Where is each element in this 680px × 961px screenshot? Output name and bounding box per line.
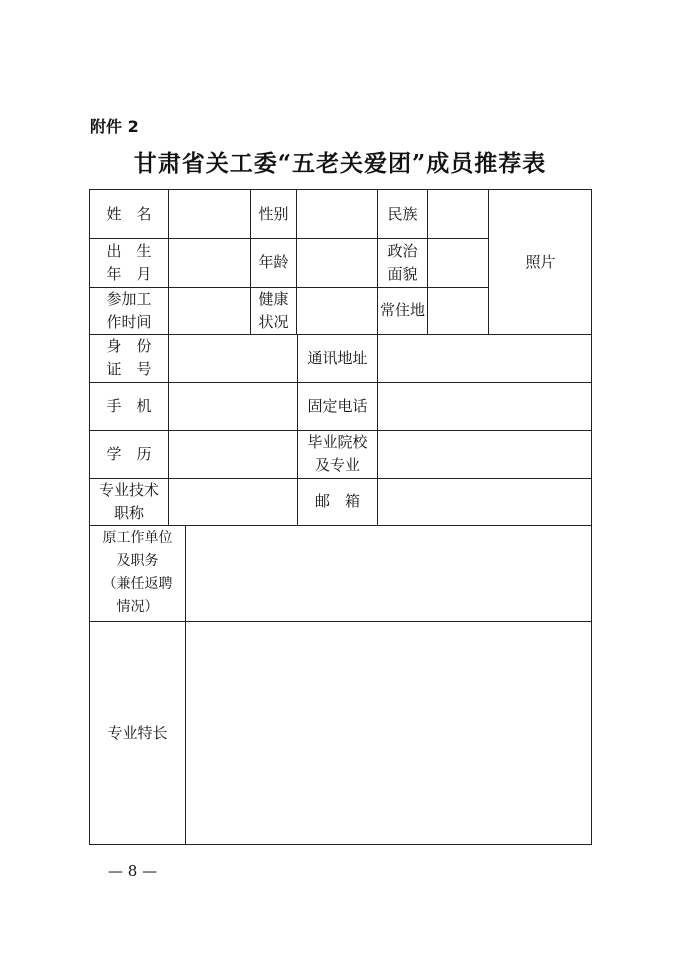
specialty-field[interactable] xyxy=(186,621,592,845)
technical-title-field[interactable] xyxy=(169,478,297,525)
landline-field[interactable] xyxy=(378,382,592,430)
mobile-label: 手 机 xyxy=(106,396,152,415)
page-number: — 8 — xyxy=(108,862,158,880)
school-major-field[interactable] xyxy=(378,430,592,478)
education-label: 学 历 xyxy=(106,444,152,463)
age-field[interactable] xyxy=(297,238,377,287)
name-field[interactable] xyxy=(169,190,250,238)
page-title: 甘肃省关工委“五老关爱团”成员推荐表 xyxy=(133,150,547,177)
work-start-field[interactable] xyxy=(169,287,250,334)
political-field[interactable] xyxy=(428,238,488,287)
education-field[interactable] xyxy=(169,430,297,478)
address-label: 通讯地址 xyxy=(307,348,368,367)
health-field[interactable] xyxy=(297,287,377,334)
address-field[interactable] xyxy=(378,334,592,382)
specialty-label: 专业特长 xyxy=(107,723,168,742)
gender-field[interactable] xyxy=(297,190,377,238)
attachment-label: 附件 2 xyxy=(90,117,139,136)
gender-label: 性别 xyxy=(258,204,289,223)
birth-field[interactable] xyxy=(169,238,250,287)
work-start-label: 参加工 作时间 xyxy=(106,289,152,331)
health-label: 健康 状况 xyxy=(258,289,289,331)
technical-title-label: 专业技术 职称 xyxy=(98,480,159,522)
age-label: 年龄 xyxy=(258,253,289,271)
residence-field[interactable] xyxy=(428,287,488,334)
mobile-field[interactable] xyxy=(169,382,297,430)
ethnicity-field[interactable] xyxy=(428,190,488,238)
former-unit-label: 原工作单位 及职务 （兼任返聘 情况） xyxy=(102,530,173,615)
ethnicity-label: 民族 xyxy=(387,204,418,223)
landline-label: 固定电话 xyxy=(307,396,368,415)
birth-label: 出 生 年 月 xyxy=(106,241,152,283)
id-number-label: 身 份 证 号 xyxy=(106,337,152,378)
former-unit-field[interactable] xyxy=(186,525,592,621)
photo-box[interactable]: 照片 xyxy=(525,252,556,271)
recommendation-form-table xyxy=(89,189,592,845)
id-number-field[interactable] xyxy=(169,334,297,382)
email-label: 邮 箱 xyxy=(314,492,360,510)
political-label: 政治 面貌 xyxy=(387,241,418,283)
school-major-label: 毕业院校 及专业 xyxy=(307,433,368,474)
email-field[interactable] xyxy=(378,478,592,525)
residence-label: 常住地 xyxy=(379,301,425,319)
name-label: 姓 名 xyxy=(106,204,152,223)
